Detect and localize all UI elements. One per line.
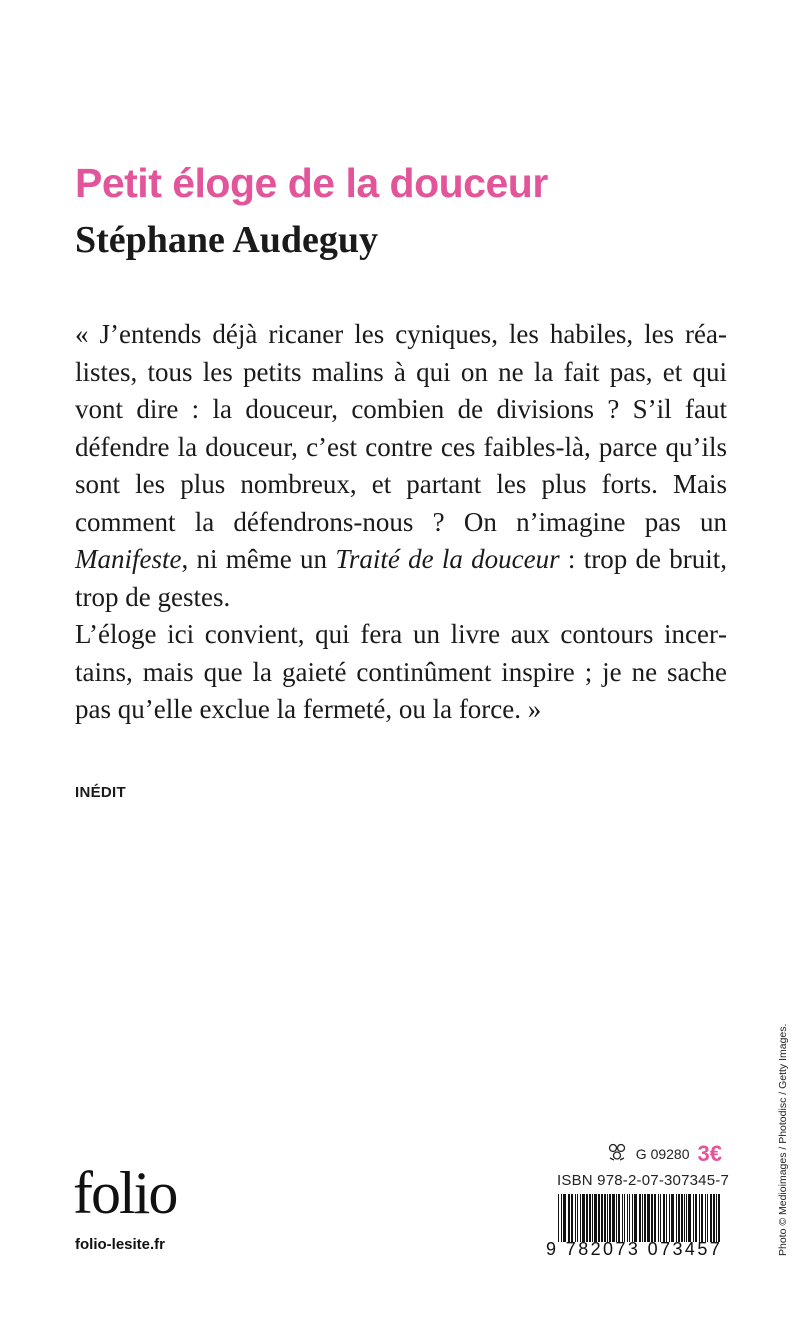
barcode — [546, 1194, 736, 1264]
blurb-paragraph — [75, 316, 727, 616]
barcode-bar — [658, 1194, 659, 1242]
book-author: Stéphane Audeguy — [75, 219, 379, 261]
barcode-bar — [589, 1194, 591, 1242]
barcode-bar — [632, 1194, 633, 1242]
publisher-website: folio-lesite.fr — [75, 1236, 166, 1253]
barcode-bar — [618, 1194, 620, 1242]
barcode-bar — [686, 1194, 687, 1242]
barcode-bar — [622, 1194, 623, 1242]
blurb-text: : trop de bruit, trop de gestes. — [75, 544, 727, 612]
barcode-bar — [594, 1194, 597, 1242]
barcode-bar — [678, 1194, 680, 1242]
barcode-bar — [586, 1194, 588, 1242]
barcode-bar — [634, 1194, 637, 1242]
barcode-bar — [571, 1194, 573, 1242]
barcode-digits: 9 782073 073457 — [546, 1239, 723, 1259]
barcode-bar — [598, 1194, 600, 1242]
barcode-bar — [684, 1194, 685, 1242]
barcode-bar — [642, 1194, 643, 1242]
barcode-bar — [563, 1194, 566, 1242]
price-row — [606, 1141, 722, 1167]
blurb-text: L’éloge ici convient, qui fera un livre aux contours incertains, mais que la gaieté continûment inspire ; je ne sache pas qu’elle exclue la fermeté, ou la force. » — [75, 619, 727, 724]
publisher-category-icon — [606, 1143, 628, 1166]
folio-logo: folio — [73, 1160, 177, 1226]
barcode-bar — [701, 1194, 703, 1242]
barcode-bar — [713, 1194, 715, 1242]
barcode-bar — [693, 1194, 694, 1242]
barcode-bar — [612, 1194, 615, 1242]
barcode-bar — [609, 1194, 611, 1242]
barcode-bar — [676, 1194, 677, 1242]
barcode-bar — [629, 1194, 630, 1242]
isbn: ISBN 978-2-07-307345-7 — [557, 1172, 730, 1189]
barcode-bar — [644, 1194, 646, 1242]
barcode-bar — [577, 1194, 578, 1242]
barcode-bar — [624, 1194, 625, 1242]
barcode-bar — [707, 1194, 708, 1242]
barcode-bar — [639, 1194, 641, 1242]
blurb-paragraph — [75, 616, 727, 729]
barcode-bar — [716, 1194, 717, 1242]
barcode-bar — [663, 1194, 665, 1242]
barcode-bar — [568, 1194, 570, 1242]
barcode-bar — [718, 1194, 720, 1242]
barcode-bar — [671, 1194, 674, 1242]
barcode-bar — [592, 1194, 593, 1242]
edition-label: INÉDIT — [75, 784, 126, 801]
barcode-bar — [647, 1194, 650, 1242]
barcode-bar — [627, 1194, 628, 1242]
barcode-bar — [669, 1194, 670, 1242]
barcode-bar — [601, 1194, 603, 1242]
barcode-bar — [681, 1194, 683, 1242]
barcode-bar — [558, 1194, 559, 1242]
book-title: Petit éloge de la douceur — [75, 160, 548, 206]
price-code: G 09280 — [635, 1146, 690, 1162]
italic-text: Manifeste — [75, 544, 182, 574]
blurb-text: , ni même un — [181, 544, 336, 574]
barcode-bar — [582, 1194, 585, 1242]
blurb-text: « J’entends déjà ricaner les cyniques, les habiles, les réalistes, tous les petits malins à qui on ne la fait pas, et qui vont dire : la douceur, combien de divisions ? S’il faut défendre la douceur, c’est contre ces faibles-là, parce qu’ils sont les plus nombreux, et partant les plus forts. Mais comment la défendrons-nous ? On n’imagine pas un — [75, 319, 727, 537]
barcode-bar — [654, 1194, 656, 1242]
barcode-bar — [660, 1194, 661, 1242]
back-cover-blurb — [75, 316, 727, 729]
barcode-bar — [699, 1194, 700, 1242]
barcode-bar — [651, 1194, 653, 1242]
photo-credit: Photo © Medioimages / Photodisc / Getty Images. — [777, 1023, 789, 1256]
barcode-bar — [561, 1194, 562, 1242]
barcode-bar — [695, 1194, 697, 1242]
price: 3€ — [697, 1141, 722, 1166]
barcode-bar — [575, 1194, 576, 1242]
barcode-bar — [688, 1194, 691, 1242]
barcode-bar — [710, 1194, 712, 1242]
italic-text: Traité de la douceur — [335, 544, 560, 574]
barcode-bar — [607, 1194, 608, 1242]
barcode-bar — [705, 1194, 706, 1242]
barcode-bars — [558, 1194, 736, 1242]
barcode-bar — [666, 1194, 667, 1242]
barcode-bar — [580, 1194, 581, 1242]
barcode-bar — [604, 1194, 606, 1242]
barcode-bar — [616, 1194, 617, 1242]
